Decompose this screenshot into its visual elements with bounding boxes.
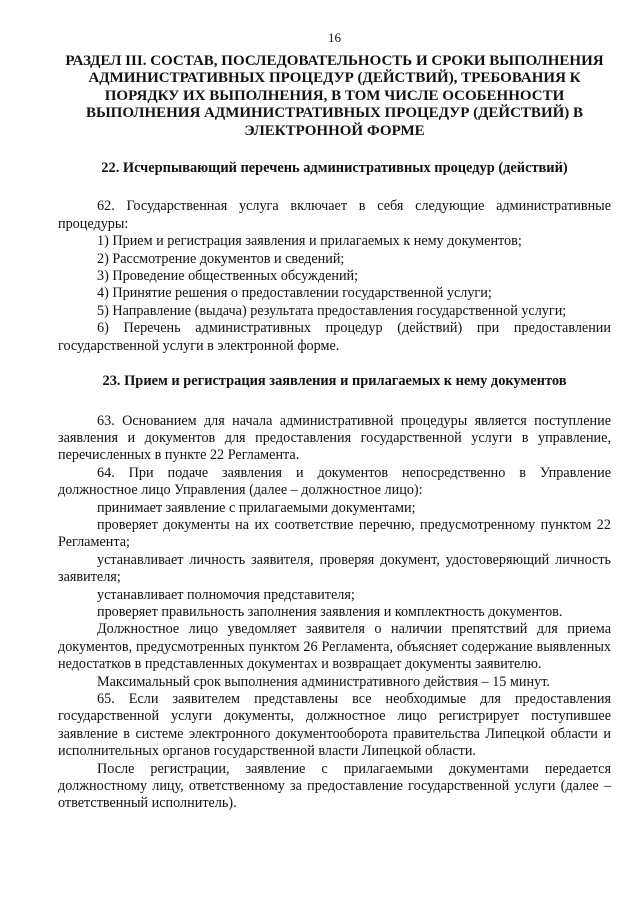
paragraph-64-notification: Должностное лицо уведомляет заявителя о наличии препятствий для приема документов, предусмотренных пунктом 26 Регламента, объясняет содержание выявленных недостатков в представленных документах и возвращает документы заявителю. — [58, 621, 611, 673]
subsection-22-title: 22. Исчерпывающий перечень административных процедур (действий) — [101, 160, 568, 177]
list-item: 2) Рассмотрение документов и сведений; — [97, 250, 345, 267]
section-title: РАЗДЕЛ III. СОСТАВ, ПОСЛЕДОВАТЕЛЬНОСТЬ И СРОКИ ВЫПОЛНЕНИЯ АДМИНИСТРАТИВНЫХ ПРОЦЕДУР (ДЕЙСТВИЙ), ТРЕБОВАНИЯ К ПОРЯДКУ ИХ ВЫПОЛНЕНИЯ, В ТОМ ЧИСЛЕ ОСОБЕННОСТИ ВЫПОЛНЕНИЯ АДМИНИСТРАТИВНЫХ ПРОЦЕДУР (ДЕЙСТВИЙ) В ЭЛЕКТРОННОЙ ФОРМЕ — [65, 53, 604, 139]
subsection-23-title: 23. Прием и регистрация заявления и прилагаемых к нему документов — [102, 373, 567, 390]
paragraph-65-transfer: После регистрации, заявление с прилагаемыми документами передается должностному лицу, ответственному за предоставление государственной услуги (далее – ответственный исполнитель). — [58, 760, 611, 812]
paragraph-64-time-limit: Максимальный срок выполнения административного действия – 15 минут. — [97, 673, 550, 690]
paragraph-65: 65. Если заявителем представлены все необходимые для предоставления государственной услуги документы, должностное лицо регистрирует поступившее заявление в системе электронного документооборота правительства Липецкой области и исполнительных органов государственной власти Липецкой области. — [58, 691, 611, 760]
paragraph-64-identity: устанавливает личность заявителя, проверяя документ, удостоверяющий личность заявителя; — [58, 551, 611, 586]
list-item: 1) Прием и регистрация заявления и прилагаемых к нему документов; — [97, 233, 522, 250]
list-item: 6) Перечень административных процедур (действий) при предоставлении государственной услуги в электронной форме. — [58, 320, 611, 354]
paragraph-64-accepts: принимает заявление с прилагаемыми документами; — [97, 499, 416, 516]
paragraph-64-checks: проверяет документы на их соответствие перечню, предусмотренному пунктом 22 Регламента; — [58, 516, 611, 551]
page-number: 16 — [328, 30, 341, 45]
list-item: 4) Принятие решения о предоставлении государственной услуги; — [97, 285, 492, 302]
paragraph-63: 63. Основанием для начала административной процедуры является поступление заявления и документов для предоставления государственной услуги в управление, перечисленных в пункте 22 Регламента. — [58, 412, 611, 464]
paragraph-64-authority: устанавливает полномочия представителя; — [97, 586, 355, 603]
list-item: 5) Направление (выдача) результата предоставления государственной услуги; — [97, 302, 567, 319]
paragraph-62: 62. Государственная услуга включает в себя следующие административные процедуры: — [58, 198, 611, 232]
paragraph-64-completeness: проверяет правильность заполнения заявления и комплектность документов. — [97, 603, 563, 620]
list-item: 3) Проведение общественных обсуждений; — [97, 268, 359, 285]
paragraph-64: 64. При подаче заявления и документов непосредственно в Управление должностное лицо Управления (далее – должностное лицо): — [58, 464, 611, 499]
